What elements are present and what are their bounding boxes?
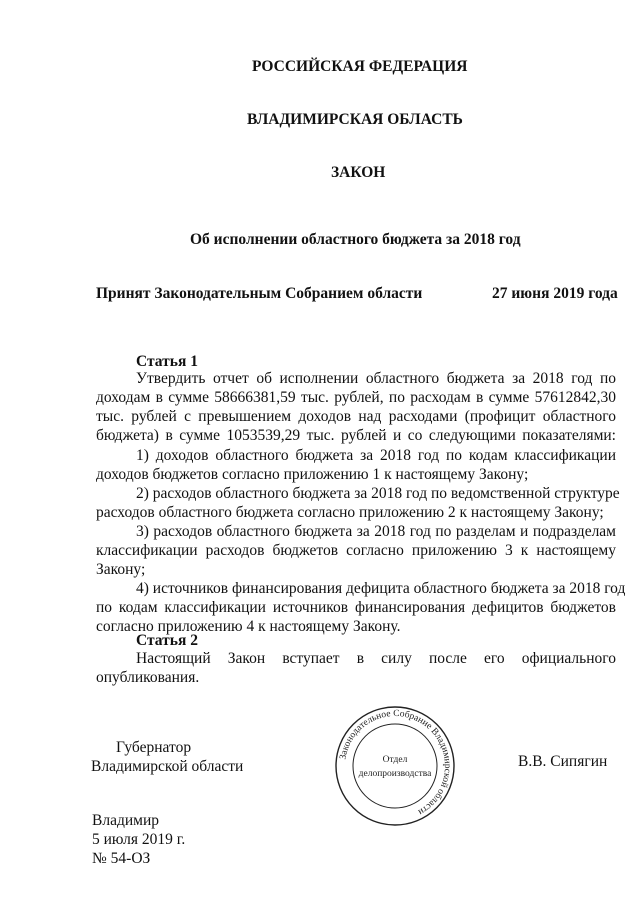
article-1-line: Утвердить отчет об исполнении областного бюджета за 2018 год по bbox=[136, 370, 616, 387]
stamp-center-line2: делопроизводства bbox=[358, 769, 432, 779]
article-1-line: 1) доходов областного бюджета за 2018 год по кодам классификации bbox=[136, 447, 616, 464]
footer-number: № 54-ОЗ bbox=[92, 850, 151, 867]
signatory-position-line2: Владимирской области bbox=[91, 758, 244, 775]
article-1-line: бюджета) в сумме 1053539,29 тыс. рублей и со следующими показателями: bbox=[96, 427, 616, 444]
article-2-heading: Статья 2 bbox=[136, 632, 198, 649]
adopted-by: Принят Законодательным Собранием области bbox=[96, 285, 423, 302]
stamp-center-line1: Отдел bbox=[382, 755, 408, 765]
article-1-line: доходов бюджетов согласно приложению 1 к настоящему Закону; bbox=[96, 466, 529, 483]
signatory-name: В.В. Сипягин bbox=[518, 753, 608, 770]
article-1-line: доходам в сумме 58666381,59 тыс. рублей, по расходам в сумме 57612842,30 bbox=[96, 389, 616, 406]
region-heading: ВЛАДИМИРСКАЯ ОБЛАСТЬ bbox=[247, 111, 463, 128]
article-1-line: 4) источников финансирования дефицита областного бюджета за 2018 год bbox=[136, 580, 626, 597]
signatory-position-line1: Губернатор bbox=[116, 739, 192, 756]
article-1-line: тыс. рублей с превышением доходов над расходами (профицит областного bbox=[96, 408, 616, 425]
law-title: Об исполнении областного бюджета за 2018 год bbox=[190, 231, 521, 248]
article-1-line: 3) расходов областного бюджета за 2018 год по разделам и подразделам bbox=[136, 523, 616, 540]
article-1-line: расходов областного бюджета согласно приложению 2 к настоящему Закону; bbox=[96, 504, 604, 521]
article-1-line: Закону; bbox=[96, 561, 146, 578]
footer-city: Владимир bbox=[92, 812, 159, 829]
article-1-line: по кодам классификации источников финансирования дефицитов бюджетов bbox=[96, 599, 616, 616]
article-1-line: классификации расходов бюджетов согласно приложению 3 к настоящему bbox=[96, 542, 616, 559]
article-1-line: 2) расходов областного бюджета за 2018 год по ведомственной структуре bbox=[136, 485, 620, 502]
footer-date: 5 июля 2019 г. bbox=[92, 831, 186, 848]
adopted-date: 27 июня 2019 года bbox=[492, 285, 618, 302]
country-heading: РОССИЙСКАЯ ФЕДЕРАЦИЯ bbox=[252, 58, 468, 75]
stamp-ring-text: Законодательное Собрание Владимирской области bbox=[338, 708, 453, 817]
article-1-heading: Статья 1 bbox=[136, 353, 198, 370]
article-2-line: Настоящий Закон вступает в силу после его официального bbox=[136, 650, 616, 667]
official-stamp bbox=[333, 704, 457, 828]
document-type: ЗАКОН bbox=[331, 164, 386, 181]
article-2-line: опубликования. bbox=[96, 669, 200, 686]
article-1-line: согласно приложению 4 к настоящему Закону. bbox=[96, 618, 401, 635]
